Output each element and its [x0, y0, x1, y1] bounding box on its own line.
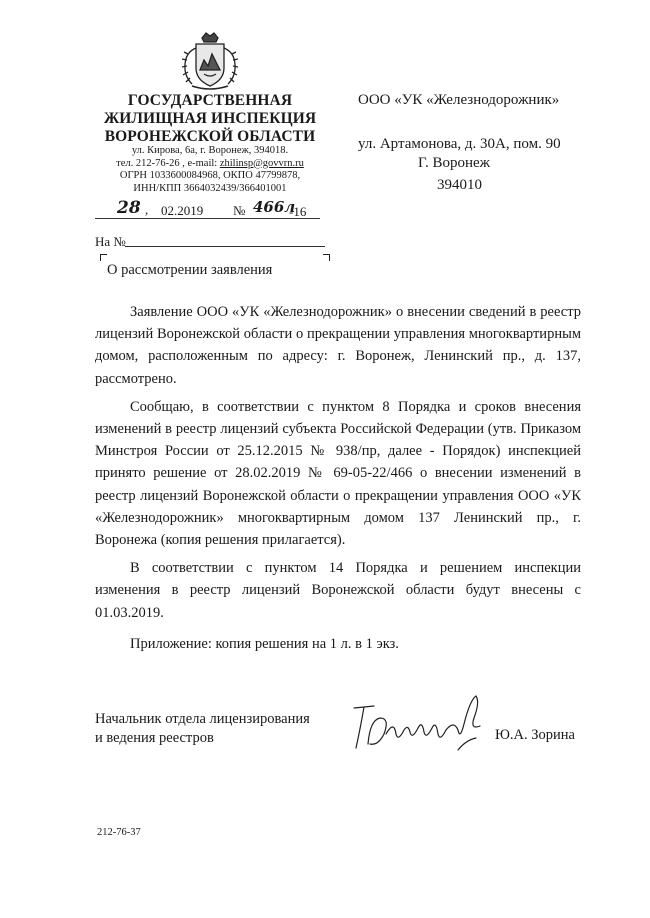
month-year: 02.2019 — [161, 203, 204, 218]
corner-mark — [100, 254, 107, 261]
outgoing-date-number — [95, 198, 320, 221]
signatory-title — [95, 710, 310, 748]
executor-phone: 212-76-37 — [97, 827, 141, 838]
handwritten-number: 466л — [253, 198, 296, 216]
org-line: ЖИЛИЩНАЯ ИНСПЕКЦИЯ — [103, 110, 317, 127]
sender-organization-name — [95, 92, 325, 146]
org-line: ГОСУДАРСТВЕННАЯ — [127, 92, 293, 109]
coat-of-arms-emblem — [180, 30, 240, 92]
sender-ogrn: ОГРН 1033600084968, ОКПО 47799878, — [119, 170, 301, 181]
letter-subject: О рассмотрении заявления — [107, 262, 273, 278]
reference-number-line — [95, 234, 325, 250]
signatory-title-line: и ведения реестров — [95, 730, 214, 746]
recipient-street: ул. Артамонова, д. 30А, пом. 90 — [358, 136, 561, 152]
handwritten-signature — [350, 690, 490, 760]
body-paragraph: В соответствии с пунктом 14 Порядка и решением инспекции изменения в реестр лицензий Воронежской области будут внесены с 01.03.2019. — [95, 560, 581, 621]
recipient-zip: 394010 — [437, 177, 482, 193]
sender-phone: тел. 212-76-26 , e-mail: — [116, 157, 220, 169]
attachment-note: Приложение: копия решения на 1 л. в 1 экз. — [130, 636, 399, 652]
body-paragraph: Сообщаю, в соответствии с пунктом 8 Порядка и сроков внесения изменений в реестр лицензий субъекта Российской Федерации (утв. Приказом Минстроя России от 25.12.2015 № 938/пр, далее - Порядок) инспекцией принято решение от 28.02.2019 № 69-05-22/466 о внесении изменений в реестр лицензий Воронежской области о прекращении управления ООО «УК «Железнодорожник» многоквартирным домом 137 Ленинский пр., г. Воронежа (копия решения прилагается). — [95, 398, 581, 549]
sender-email: zhilinsp@govvrn.ru — [219, 157, 304, 169]
sender-inn: ИНН/КПП 3664032439/366401001 — [133, 182, 287, 194]
sender-phone-email — [95, 158, 325, 171]
recipient-name: ООО «УК «Железнодорожник» — [358, 92, 560, 108]
recipient-city: Г. Воронеж — [418, 155, 491, 171]
reference-label: На № — [95, 234, 126, 249]
handwritten-day: 28 — [117, 198, 141, 218]
org-line: ВОРОНЕЖСКОЙ ОБЛАСТИ — [104, 128, 316, 145]
corner-mark — [323, 254, 330, 261]
sender-contacts — [95, 145, 325, 195]
number-suffix: -16 — [289, 204, 307, 219]
signatory-name: Ю.А. Зорина — [495, 727, 575, 743]
number-sign: № — [233, 203, 246, 218]
date-sep: , — [145, 202, 149, 217]
letter-body — [95, 301, 581, 624]
signatory-title-line: Начальник отдела лицензирования — [95, 711, 310, 727]
sender-address: ул. Кирова, 6а, г. Воронеж, 394018. — [131, 145, 289, 156]
body-paragraph: Заявление ООО «УК «Железнодорожник» о внесении сведений в реестр лицензий Воронежской области о прекращении управления многоквартирным домом, расположенным по адресу: г. Воронеж, Ленинский пр., д. 137, рассмотрено. — [95, 304, 581, 387]
